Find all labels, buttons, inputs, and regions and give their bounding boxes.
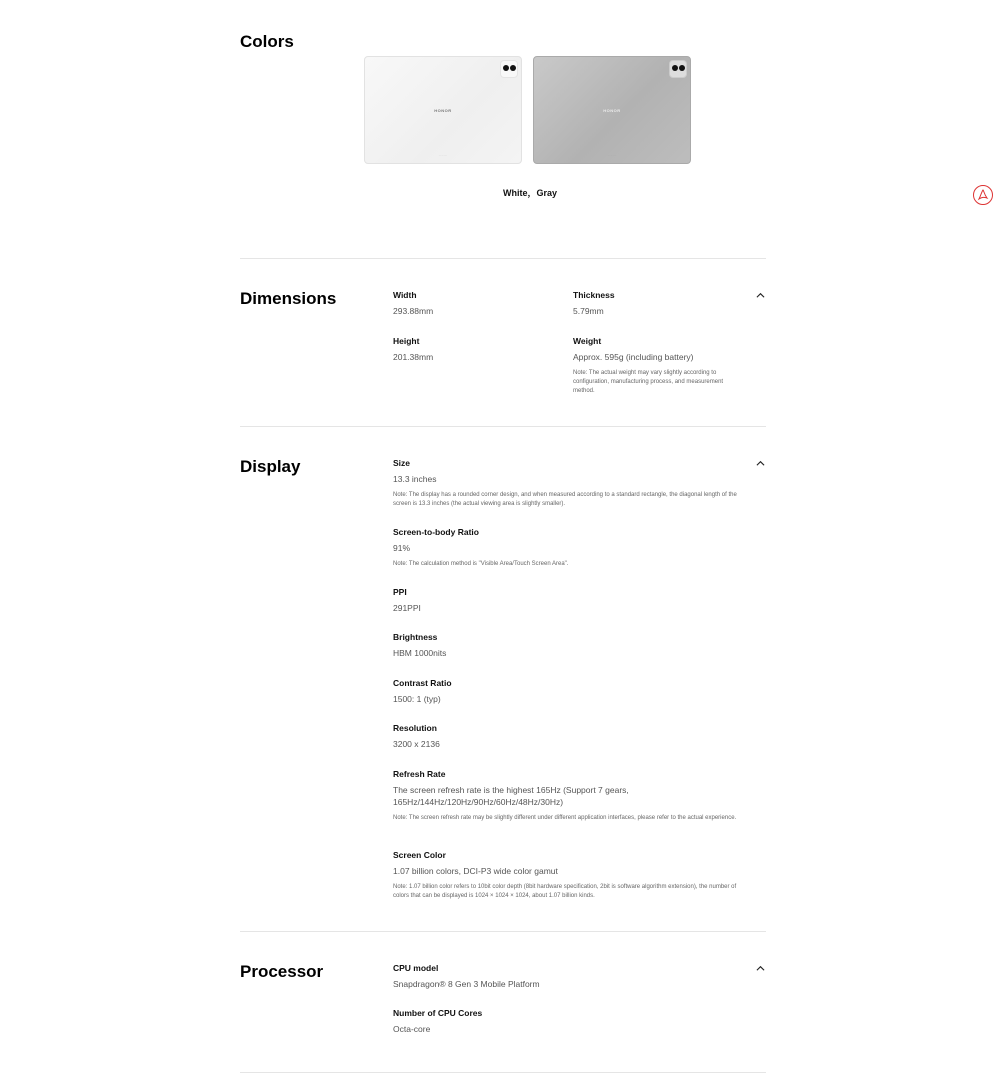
spec-label: Number of CPU Cores: [393, 1008, 483, 1018]
spec-note: Note: The screen refresh rate may be slightly different under different application interfaces, please refer to the actual experience.: [393, 815, 737, 821]
tablet-gray-image: [533, 56, 691, 164]
chevron-up-icon[interactable]: [756, 964, 765, 973]
spec-note: Note: The display has a rounded corner design, and when measured according to a standard rectangle, the diagonal length of the screen is 13.3 inches (the actual viewing area is slightly smaller).: [393, 492, 737, 507]
spec-note: Note: The actual weight may vary slightly according to configuration, manufacturing process, and measurement method.: [573, 370, 724, 394]
spec-label: Size: [393, 458, 411, 468]
spec-label: Thickness: [573, 290, 615, 300]
colors-section-title: Colors: [240, 32, 294, 51]
spec-value: The screen refresh rate is the highest 165Hz (Support 7 gears, 165Hz/144Hz/120Hz/90Hz/60Hz/48Hz/30Hz): [393, 785, 629, 807]
tablet-white-image: [364, 56, 522, 164]
spec-brightness: [393, 632, 738, 659]
camera-module-icon: [669, 60, 687, 78]
spec-label: Brightness: [393, 632, 438, 642]
spec-value: 91%: [393, 543, 411, 553]
camera-module-icon: [500, 60, 518, 78]
section-divider: [240, 258, 766, 259]
spec-label: Weight: [573, 336, 602, 346]
spec-screen-to-body-ratio: [393, 527, 738, 569]
spec-value: Approx. 595g (including battery): [573, 352, 694, 362]
spec-label: Screen Color: [393, 850, 446, 860]
spec-cpu-model: [393, 963, 738, 990]
spec-label: PPI: [393, 587, 407, 597]
spec-value: 1.07 billion colors, DCI-P3 wide color gamut: [393, 866, 558, 876]
spec-value: 1500: 1 (typ): [393, 694, 441, 704]
spec-value: Octa-core: [393, 1024, 431, 1034]
spec-refresh-rate: [393, 769, 738, 823]
spec-ppi: [393, 587, 738, 614]
display-section-title: Display: [240, 457, 301, 476]
spec-value: 5.79mm: [573, 306, 604, 316]
spec-height: [393, 336, 563, 363]
chevron-up-icon[interactable]: [756, 459, 765, 468]
spec-value: HBM 1000nits: [393, 648, 447, 658]
spec-size: [393, 458, 738, 509]
spec-weight: [573, 336, 743, 396]
tablet-brand-logo: HONOR: [603, 108, 621, 113]
section-divider: [240, 426, 766, 427]
spec-label: Width: [393, 290, 417, 300]
spec-label: Refresh Rate: [393, 769, 446, 779]
tablet-fine-print: ·· ·· ···: [438, 153, 448, 157]
spec-value: 293.88mm: [393, 306, 434, 316]
tablet-brand-logo: HONOR: [434, 108, 452, 113]
spec-resolution: [393, 723, 738, 750]
spec-width: [393, 290, 563, 317]
processor-section-title: Processor: [240, 962, 324, 981]
pdf-glyph-icon: [976, 188, 990, 202]
spec-label: Height: [393, 336, 420, 346]
tablet-fine-print: ·· ·· ···: [607, 153, 617, 157]
pdf-icon[interactable]: [973, 185, 993, 205]
spec-cpu-cores: [393, 1008, 738, 1035]
spec-value: 291PPI: [393, 603, 421, 613]
spec-note: Note: 1.07 billion color refers to 10bit color depth (8bit hardware specification, 2bit is software algorithm extension), the number of colors that can be displayed is 1024 × 1024 × 1024, about 1.07 billion kinds.: [393, 884, 737, 899]
spec-label: Contrast Ratio: [393, 678, 452, 688]
color-names: White，Gray: [502, 188, 557, 198]
spec-thickness: [573, 290, 753, 317]
spec-value: Snapdragon® 8 Gen 3 Mobile Platform: [393, 979, 540, 989]
spec-label: Screen-to-body Ratio: [393, 527, 479, 537]
chevron-up-icon[interactable]: [756, 291, 765, 300]
dimensions-section-title: Dimensions: [240, 289, 337, 308]
spec-value: 3200 x 2136: [393, 739, 440, 749]
spec-screen-color: [393, 850, 738, 901]
section-divider: [240, 1072, 766, 1073]
spec-label: CPU model: [393, 963, 439, 973]
spec-value: 13.3 inches: [393, 474, 437, 484]
spec-value: 201.38mm: [393, 352, 434, 362]
spec-note: Note: The calculation method is "Visible Area/Touch Screen Area".: [393, 561, 569, 567]
spec-label: Resolution: [393, 723, 437, 733]
spec-contrast-ratio: [393, 678, 738, 705]
section-divider: [240, 931, 766, 932]
